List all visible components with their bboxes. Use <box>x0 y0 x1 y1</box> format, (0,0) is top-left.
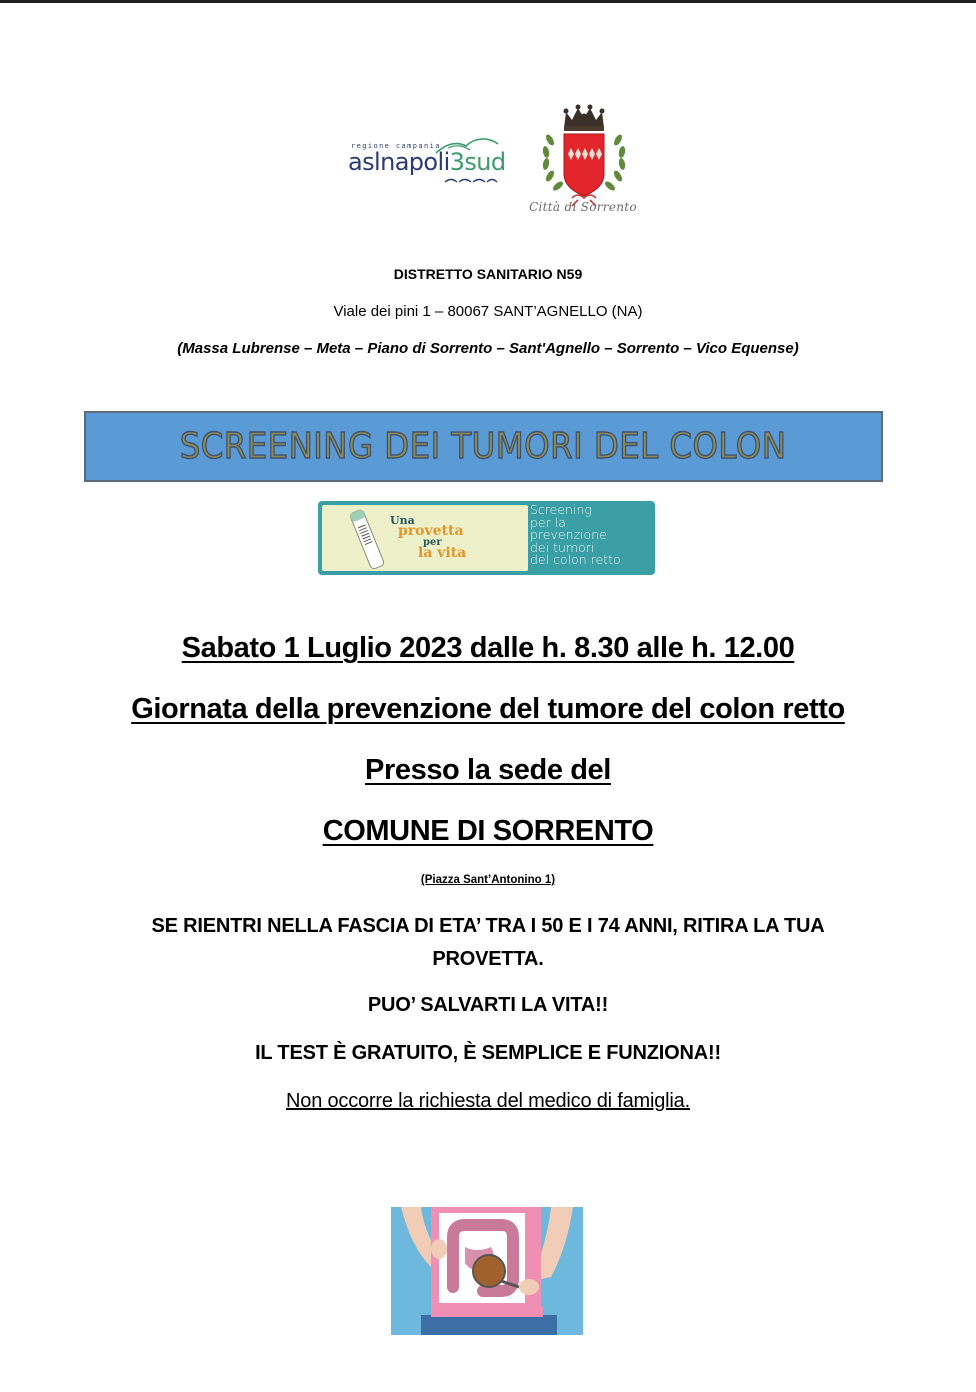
crown-icon <box>564 105 605 132</box>
district-towns: (Massa Lubrense – Meta – Piano di Sorrento – Sant'Agnello – Sorrento – Vico Equense) <box>177 340 799 357</box>
district-title: DISTRETTO SANITARIO N59 <box>393 266 583 282</box>
district-address: Viale dei pini 1 – 80067 SANT’AGNELLO (NA) <box>333 303 643 320</box>
event-date-time: Sabato 1 Luglio 2023 dalle h. 8.30 alle h. 12.00 <box>181 632 795 664</box>
badge-description: Screening per la prevenzione dei tumori del colon retto <box>530 502 621 568</box>
no-prescription-text: Non occorre la richiesta del medico di famiglia. <box>286 1090 690 1112</box>
top-edge-bar <box>0 0 976 3</box>
screening-banner <box>84 411 883 482</box>
save-life-text: PUO’ SALVARTI LA VITA!! <box>367 994 609 1016</box>
event-title: Giornata della prevenzione del tumore del colon retto <box>131 693 845 725</box>
event-venue-intro: Presso la sede del <box>365 754 611 786</box>
colon-illustration-image <box>391 1207 583 1335</box>
asl-name: aslnapoli3sud <box>348 148 506 176</box>
badge-title: Una provetta per la vita <box>390 514 467 561</box>
banner-title: SCREENING DEI TUMORI DEL COLON <box>180 426 787 467</box>
test-tube-icon <box>344 507 392 571</box>
age-notice: SE RIENTRI NELLA FASCIA DI ETA’ TRA I 50 E I 74 ANNI, RITIRA LA TUA PROVETTA. <box>151 915 825 970</box>
event-venue-address: (Piazza Sant’Antonino 1) <box>420 874 556 886</box>
provetta-campaign-badge <box>318 501 655 575</box>
waves-icon <box>444 176 498 184</box>
asl-napoli-3-sud-logo <box>348 136 506 188</box>
event-venue: COMUNE DI SORRENTO <box>322 815 654 847</box>
region-label: regione campania <box>351 142 441 150</box>
free-test-text: IL TEST È GRATUITO, È SEMPLICE E FUNZIONA!! <box>255 1042 721 1064</box>
badge-left-panel <box>322 505 528 571</box>
city-caption: Città di Sorrento <box>529 200 637 214</box>
